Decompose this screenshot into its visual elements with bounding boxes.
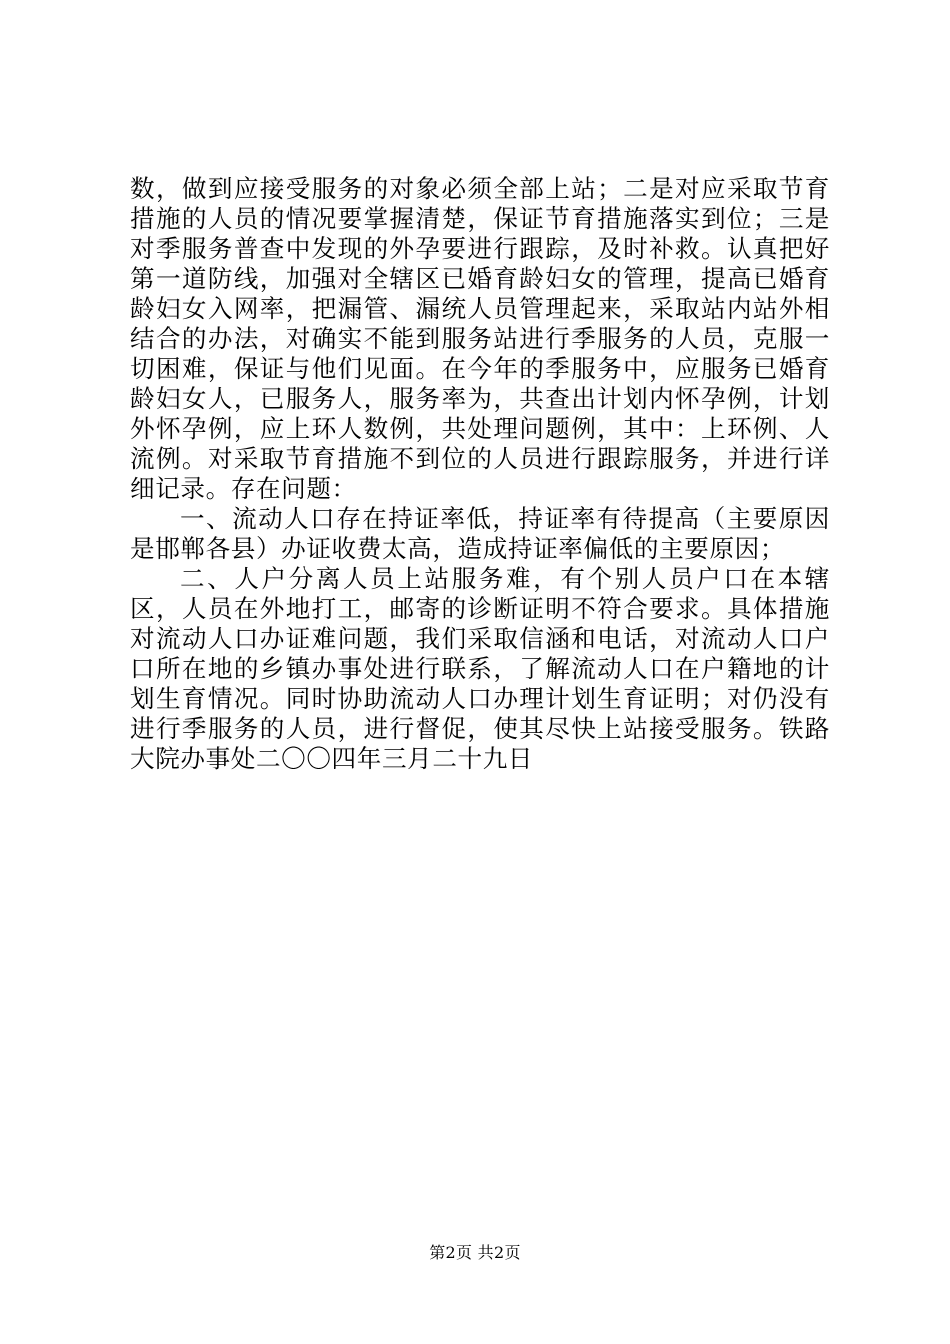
page-footer: 第2页 共2页 xyxy=(429,1243,521,1262)
document-body xyxy=(130,174,830,774)
paragraph-issue-two: 二、人户分离人员上站服务难，有个别人员户口在本辖区，人员在外地打工，邮寄的诊断证明不符合要求。具体措施对流动人口办证难问题，我们采取信涵和电话，对流动人口户口所在地的乡镇办事处进行联系，了解流动人口在户籍地的计划生育情况。同时协助流动人口办理计划生育证明；对仍没有进行季服务的人员，进行督促，使其尽快上站接受服务。铁路大院办事处二〇〇四年三月二十九日 xyxy=(130,564,830,773)
paragraph-issue-one: 一、流动人口存在持证率低，持证率有待提高（主要原因是邯郸各县）办证收费太高，造成持证率偏低的主要原因； xyxy=(130,504,830,563)
paragraph-continuation: 数，做到应接受服务的对象必须全部上站；二是对应采取节育措施的人员的情况要掌握清楚，保证节育措施落实到位；三是对季服务普查中发现的外孕要进行跟踪，及时补救。认真把好第一道防线，加强对全辖区已婚育龄妇女的管理，提高已婚育龄妇女入网率，把漏管、漏统人员管理起来，采取站内站外相结合的办法，对确实不能到服务站进行季服务的人员，克服一切困难，保证与他们见面。在今年的季服务中，应服务已婚育龄妇女人，已服务人，服务率为，共查出计划内怀孕例，计划外怀孕例，应上环人数例，共处理问题例，其中：上环例、人流例。对采取节育措施不到位的人员进行跟踪服务，并进行详细记录。存在问题： xyxy=(130,174,830,503)
